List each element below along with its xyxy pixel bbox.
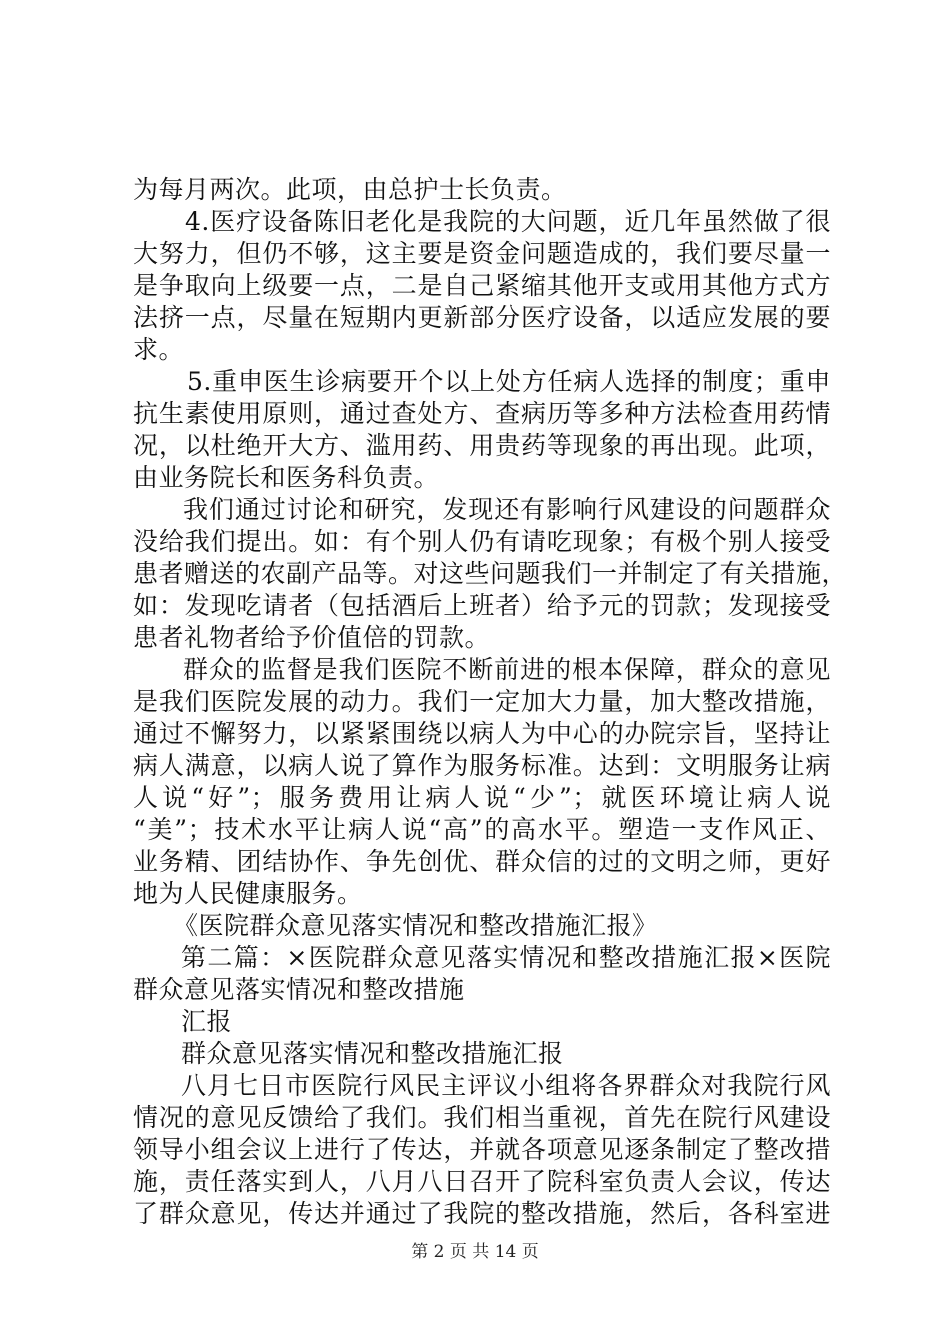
text-line: 施，责任落实到人，八月八日召开了院科室负责人会议，传达 bbox=[133, 1167, 831, 1196]
text-line: 患者赠送的农副产品等。对这些问题我们一并制定了有关措施， bbox=[133, 559, 848, 588]
text-line: 地为人民健康服务。 bbox=[133, 879, 363, 908]
text-line: 汇报 bbox=[181, 1007, 233, 1036]
text-line: 抗生素使用原则，通过查处方、查病历等多种方法检查用药情 bbox=[133, 399, 831, 428]
text-line: 通过不懈努力，以紧紧围绕以病人为中心的办院宗旨，坚持让 bbox=[133, 719, 831, 748]
text-line: 是我们医院发展的动力。我们一定加大力量，加大整改措施， bbox=[133, 687, 831, 716]
text-line: 第二篇：×医院群众意见落实情况和整改措施汇报×医院 bbox=[181, 943, 831, 972]
text-line: 群众意见落实情况和整改措施 bbox=[133, 975, 465, 1004]
text-line: 求。 bbox=[133, 335, 185, 364]
text-line: 5.重申医生诊病要开个以上处方任病人选择的制度；重申 bbox=[187, 367, 831, 396]
text-line: 了群众意见，传达并通过了我院的整改措施，然后，各科室进 bbox=[133, 1199, 831, 1228]
text-line: 病人满意，以病人说了算作为服务标准。达到：文明服务让病 bbox=[133, 751, 831, 780]
text-line: 由业务院长和医务科负责。 bbox=[133, 463, 440, 492]
text-line: 《医院群众意见落实情况和整改措施汇报》 bbox=[173, 911, 658, 940]
text-line: “美”；技术水平让病人说“高”的高水平。塑造一支作风正、 bbox=[133, 815, 831, 844]
text-line: 业务精、团结协作、争先创优、群众信的过的文明之师，更好 bbox=[133, 847, 831, 876]
text-line: 是争取向上级要一点，二是自己紧缩其他开支或用其他方式方 bbox=[133, 271, 831, 300]
text-line: 没给我们提出。如：有个别人仍有请吃现象；有极个别人接受 bbox=[133, 527, 831, 556]
text-line: 4.医疗设备陈旧老化是我院的大问题，近几年虽然做了很 bbox=[185, 207, 831, 236]
text-line: 患者礼物者给予价值倍的罚款。 bbox=[133, 623, 491, 652]
text-line: 群众的监督是我们医院不断前进的根本保障，群众的意见 bbox=[183, 655, 831, 684]
text-line: 如：发现吃请者（包括酒后上班者）给予元的罚款；发现接受 bbox=[133, 591, 831, 620]
text-line: 为每月两次。此项，由总护士长负责。 bbox=[133, 175, 567, 204]
text-line: 人说“好”；服务费用让病人说“少”；就医环境让病人说 bbox=[133, 783, 831, 812]
text-line: 群众意见落实情况和整改措施汇报 bbox=[181, 1039, 564, 1068]
page-footer: 第 2 页 共 14 页 bbox=[411, 1242, 539, 1262]
text-line: 况，以杜绝开大方、滥用药、用贵药等现象的再出现。此项， bbox=[133, 431, 831, 460]
text-line: 大努力，但仍不够，这主要是资金问题造成的，我们要尽量一 bbox=[133, 239, 831, 268]
text-line: 我们通过讨论和研究，发现还有影响行风建设的问题群众 bbox=[183, 495, 831, 524]
text-line: 八月七日市医院行风民主评议小组将各界群众对我院行风 bbox=[181, 1071, 831, 1100]
text-line: 情况的意见反馈给了我们。我们相当重视，首先在院行风建设 bbox=[133, 1103, 831, 1132]
text-line: 法挤一点，尽量在短期内更新部分医疗设备，以适应发展的要 bbox=[133, 303, 831, 332]
text-line: 领导小组会议上进行了传达，并就各项意见逐条制定了整改措 bbox=[133, 1135, 831, 1164]
